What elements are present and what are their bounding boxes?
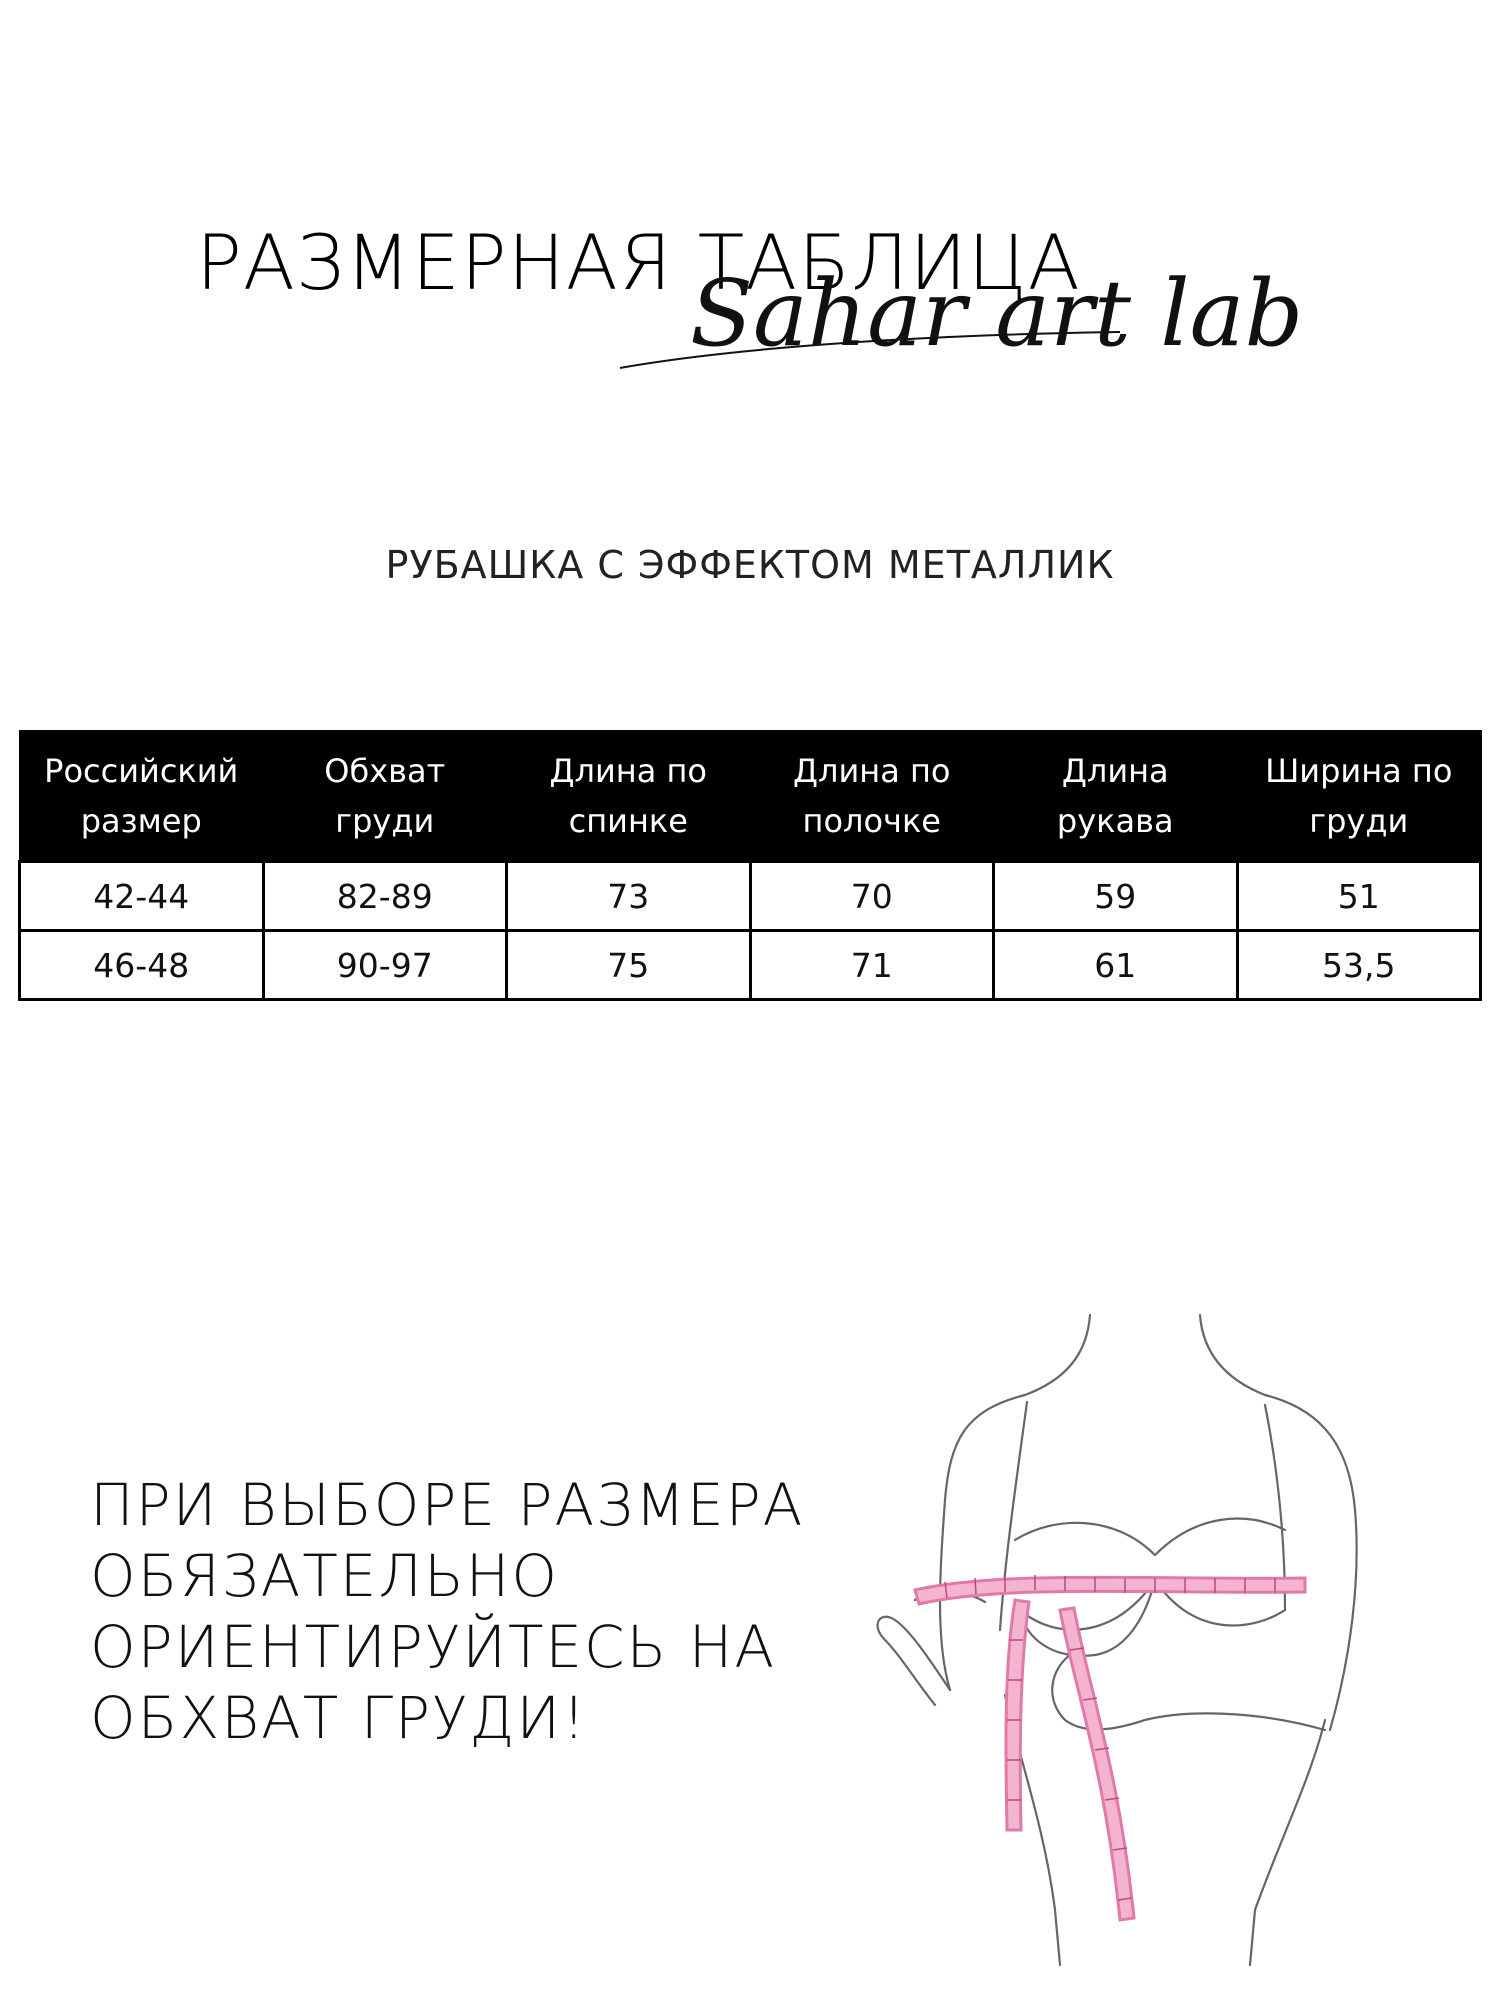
cell-chest-width: 51 (1237, 862, 1481, 931)
notice-line: ОБЯЗАТЕЛЬНО (90, 1542, 560, 1610)
header-front-length: Длина по полочке (750, 731, 994, 862)
cell-chest-width: 53,5 (1237, 931, 1481, 1000)
cell-size: 46-48 (20, 931, 264, 1000)
table-row (20, 931, 1481, 1000)
chest-girth-notice (90, 1470, 804, 1754)
notice-line: ОБХВАТ ГРУДИ! (90, 1684, 588, 1752)
cell-size: 42-44 (20, 862, 264, 931)
brand-logo-text: Sahar art lab (690, 260, 1304, 367)
page-title: РАЗМЕРНАЯ ТАБЛИЦА (196, 218, 1081, 307)
brand-logo (600, 240, 1390, 400)
header-russian-size: Российский размер (20, 731, 264, 862)
cell-chest-girth: 90-97 (263, 931, 507, 1000)
header-chest-width: Ширина по груди (1237, 731, 1481, 862)
table-header-row (20, 731, 1481, 862)
header-back-length: Длина по спинке (507, 731, 751, 862)
cell-back-length: 75 (507, 931, 751, 1000)
cell-front-length: 71 (750, 931, 994, 1000)
size-table (18, 730, 1482, 1001)
cell-back-length: 73 (507, 862, 751, 931)
cell-chest-girth: 82-89 (263, 862, 507, 931)
header-sleeve-length: Длина рукава (994, 731, 1238, 862)
product-name: РУБАШКА С ЭФФЕКТОМ МЕТАЛЛИК (385, 543, 1115, 587)
table-row (20, 862, 1481, 931)
notice-line: ПРИ ВЫБОРЕ РАЗМЕРА (90, 1471, 805, 1539)
cell-sleeve-length: 61 (994, 931, 1238, 1000)
cell-sleeve-length: 59 (994, 862, 1238, 931)
chest-measurement-illustration (855, 1310, 1415, 1970)
header-chest-girth: Обхват груди (263, 731, 507, 862)
cell-front-length: 70 (750, 862, 994, 931)
notice-line: ОРИЕНТИРУЙТЕСЬ НА (90, 1613, 777, 1681)
